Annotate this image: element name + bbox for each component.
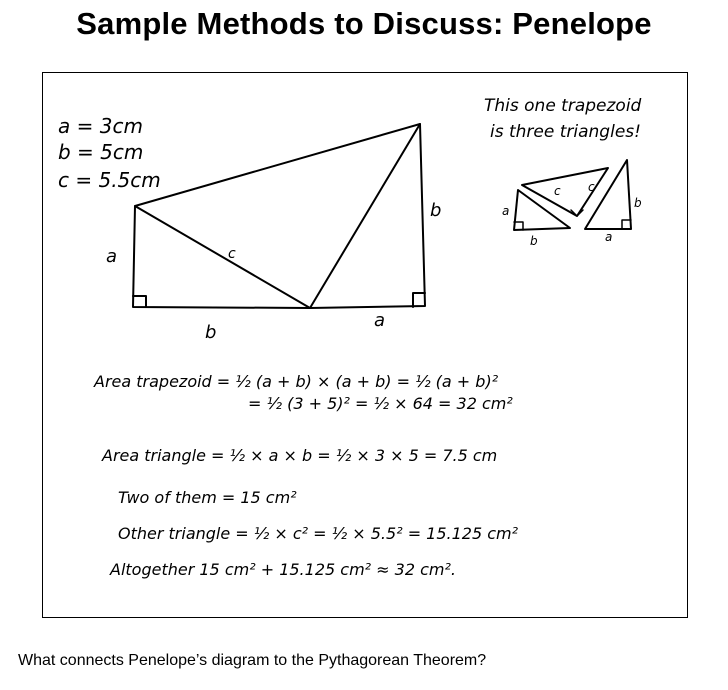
- work-area-trapezoid: Area trapezoid = ½ (a + b) × (a + b) = ½ (a + b)²: [94, 372, 499, 391]
- work-trapezoid-calc: = ½ (3 + 5)² = ½ × 64 = 32 cm²: [248, 394, 513, 413]
- small-label-c2: c: [588, 180, 595, 194]
- right-angle-left: [133, 296, 146, 307]
- given-c: c = 5.5cm: [58, 168, 161, 192]
- given-a: a = 3cm: [58, 114, 143, 138]
- small-label-a1: a: [502, 204, 510, 218]
- trapezoid-outline: [133, 124, 425, 308]
- small-label-a2: a: [605, 230, 613, 244]
- small-label-b1: b: [530, 234, 538, 248]
- question-text: What connects Penelope’s diagram to the Pythagorean Theorem?: [18, 652, 487, 669]
- label-b-right: b: [430, 200, 442, 221]
- label-b-bottom: b: [205, 322, 217, 343]
- work-two-of-them: Two of them = 15 cm²: [118, 488, 297, 507]
- label-a-left: a: [106, 246, 118, 267]
- small-triangle-middle: [522, 168, 608, 216]
- work-altogether: Altogether 15 cm² + 15.125 cm² ≈ 32 cm².: [110, 560, 456, 579]
- work-other-triangle: Other triangle = ½ × c² = ½ × 5.5² = 15.125 cm²: [118, 524, 519, 543]
- label-a-bottom: a: [374, 310, 386, 331]
- given-b: b = 5cm: [58, 140, 144, 164]
- right-angle-right: [413, 293, 425, 307]
- note-line-2: is three triangles!: [490, 122, 641, 142]
- label-c: c: [228, 246, 236, 262]
- small-label-c1: c: [554, 184, 561, 198]
- note-line-1: This one trapezoid: [484, 96, 642, 116]
- hypotenuse-left: [135, 206, 310, 308]
- small-label-b2: b: [634, 196, 642, 210]
- work-area-triangle: Area triangle = ½ × a × b = ½ × 3 × 5 = 7.5 cm: [102, 446, 498, 465]
- page-title: Sample Methods to Discuss: Penelope: [76, 6, 652, 41]
